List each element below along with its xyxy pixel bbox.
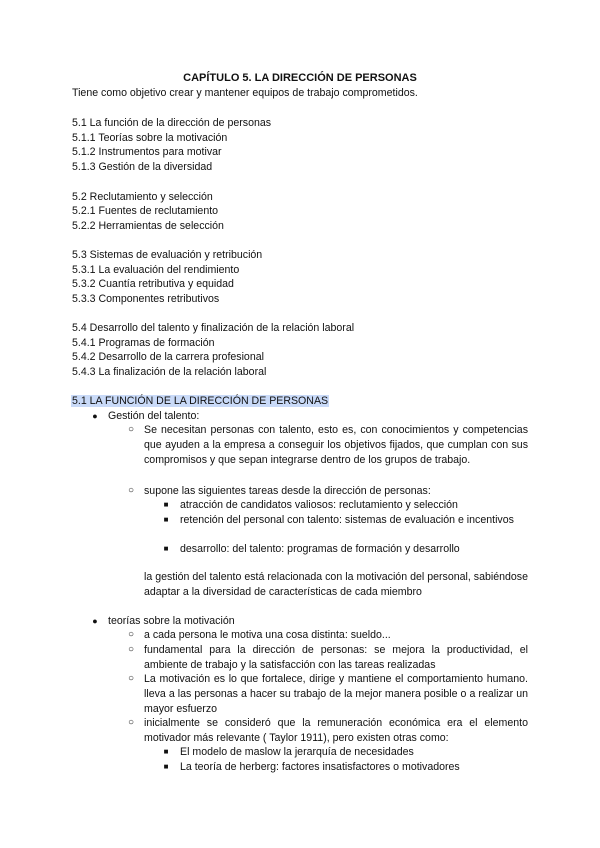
toc-item: 5.3.2 Cuantía retributiva y equidad xyxy=(72,278,234,290)
toc-item: 5.1.1 Teorías sobre la motivación xyxy=(72,132,228,144)
toc-item: 5.1.2 Instrumentos para motivar xyxy=(72,146,222,158)
toc-item: 5.4.2 Desarrollo de la carrera profesional xyxy=(72,351,264,363)
task-item: retención del personal con talento: sistemas de evaluación e incentivos xyxy=(180,514,514,526)
paragraph: Se necesitan personas con talento, esto es, con conocimientos y competencias que ayuden a la empresa a conseguir los objetivos fijados, que cumplan con sus compromisos y que sepan integrarse dentro de los grupos de trabajo. xyxy=(144,424,528,467)
paragraph: supone las siguientes tareas desde la dirección de personas: xyxy=(144,485,431,497)
bullet-square-icon: ■ xyxy=(163,762,169,771)
bullet-dot-icon: ● xyxy=(92,411,98,421)
list-item: a cada persona le motiva una cosa distinta: sueldo... xyxy=(144,629,391,641)
list-item: inicialmente se consideró que la remuneración económica era el elemento motivador más relevante ( Taylor 1911), pero existen otras como: xyxy=(144,717,528,745)
bullet-circle-icon: ○ xyxy=(127,717,135,728)
paragraph-note: la gestión del talento está relacionada con la motivación del personal, sabiéndose adaptar a la diversidad de características de cada miembro xyxy=(144,571,528,599)
toc-item: 5.1 La función de la dirección de personas xyxy=(72,117,272,129)
toc-item: 5.4.3 La finalización de la relación laboral xyxy=(72,366,267,378)
toc-item: 5.4 Desarrollo del talento y finalización de la relación laboral xyxy=(72,322,355,334)
sub-list-item: El modelo de maslow la jerarquía de necesidades xyxy=(180,746,414,758)
toc-item: 5.2.1 Fuentes de reclutamiento xyxy=(72,205,219,217)
bullet-circle-icon: ○ xyxy=(127,424,135,435)
intro-text: Tiene como objetivo crear y mantener equipos de trabajo comprometidos. xyxy=(72,87,418,99)
toc-item: 5.2.2 Herramientas de selección xyxy=(72,220,224,232)
toc-item: 5.2 Reclutamiento y selección xyxy=(72,191,213,203)
list-item: fundamental para la dirección de personas: se mejora la productividad, el ambiente de trabajo y la satisfacción con las tareas realizadas xyxy=(144,644,528,672)
bullet-circle-icon: ○ xyxy=(127,629,135,640)
bullet-circle-icon: ○ xyxy=(127,485,135,496)
bullet-square-icon: ■ xyxy=(163,544,169,553)
bullet-circle-icon: ○ xyxy=(127,644,135,655)
bullet-circle-icon: ○ xyxy=(127,673,135,684)
toc-item: 5.3.1 La evaluación del rendimiento xyxy=(72,264,240,276)
bullet-dot-icon: ● xyxy=(92,616,98,626)
chapter-title: CAPÍTULO 5. LA DIRECCIÓN DE PERSONAS xyxy=(183,72,417,84)
section-heading xyxy=(71,394,329,408)
section-heading-text: 5.1 LA FUNCIÓN DE LA DIRECCIÓN DE PERSONAS xyxy=(72,395,329,407)
toc-item: 5.1.3 Gestión de la diversidad xyxy=(72,161,213,173)
bullet-square-icon: ■ xyxy=(163,747,169,756)
task-item: atracción de candidatos valiosos: reclutamiento y selección xyxy=(180,499,458,511)
bullet-label: Gestión del talento: xyxy=(108,410,200,422)
bullet-label: teorías sobre la motivación xyxy=(108,615,235,627)
toc-item: 5.3.3 Componentes retributivos xyxy=(72,293,220,305)
sub-list-item: La teoría de herberg: factores insatisfactores o motivadores xyxy=(180,761,460,773)
list-item: La motivación es lo que fortalece, dirige y mantiene el comportamiento humano. lleva a las personas a hacer su trabajo de la mejor manera posible o a realizar un mayor esfuerzo xyxy=(144,673,528,716)
bullet-square-icon: ■ xyxy=(163,515,169,524)
task-item: desarrollo: del talento: programas de formación y desarrollo xyxy=(180,543,460,555)
toc-item: 5.4.1 Programas de formación xyxy=(72,337,215,349)
bullet-square-icon: ■ xyxy=(163,500,169,509)
toc-item: 5.3 Sistemas de evaluación y retribución xyxy=(72,249,263,261)
